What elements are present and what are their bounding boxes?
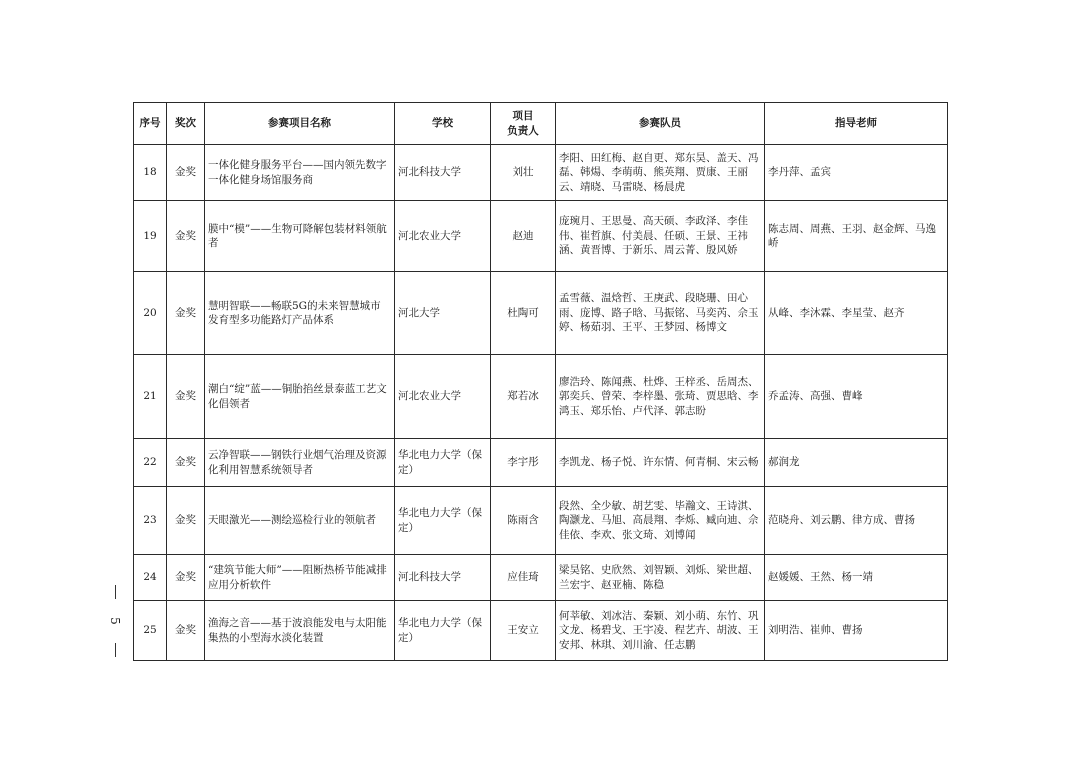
cell-school: 河北科技大学 xyxy=(395,145,491,201)
cell-charger: 李宇彤 xyxy=(491,439,556,487)
cell-charger: 刘壮 xyxy=(491,145,556,201)
cell-advisor: 从峰、李沐霖、李星莹、赵齐 xyxy=(765,272,948,355)
cell-team: 何莘敏、刘冰洁、秦颖、刘小萌、东竹、巩文龙、杨碧戈、王宇凌、程艺卉、胡波、王安邦、林琪、刘川渝、任志鹏 xyxy=(556,601,765,661)
page-number xyxy=(104,585,126,657)
cell-award: 金奖 xyxy=(167,487,205,555)
cell-school: 华北电力大学（保定） xyxy=(395,601,491,661)
cell-advisor: 刘明浩、崔帅、曹扬 xyxy=(765,601,948,661)
header-charger xyxy=(491,103,556,145)
table-row xyxy=(134,487,948,555)
cell-team: 庞琬月、王思曼、高天硕、李政泽、李佳伟、崔哲旗、付美晨、任硕、王景、王祎涵、黄晋博、于新乐、周云菁、殷风娇 xyxy=(556,201,765,272)
table-row xyxy=(134,601,948,661)
cell-project: 潮白“绽”蓝——铜胎掐丝景泰蓝工艺文化倡领者 xyxy=(205,355,395,439)
header-project: 参赛项目名称 xyxy=(205,103,395,145)
cell-charger: 陈雨含 xyxy=(491,487,556,555)
cell-seq: 20 xyxy=(134,272,167,355)
cell-charger: 应佳琦 xyxy=(491,555,556,601)
page-number-dash-top xyxy=(115,585,116,599)
cell-award: 金奖 xyxy=(167,201,205,272)
cell-seq: 19 xyxy=(134,201,167,272)
cell-school: 河北科技大学 xyxy=(395,555,491,601)
cell-team: 段然、全少敏、胡艺雯、毕瀚文、王诗淇、陶灏龙、马旭、高晨翔、李烁、臧向迪、佘佳依、李欢、张文琦、刘博闻 xyxy=(556,487,765,555)
header-school: 学校 xyxy=(395,103,491,145)
cell-advisor: 范晓舟、刘云鹏、律方成、曹扬 xyxy=(765,487,948,555)
cell-seq: 21 xyxy=(134,355,167,439)
cell-award: 金奖 xyxy=(167,439,205,487)
page-number-dash-bottom xyxy=(115,643,116,657)
header-award: 奖次 xyxy=(167,103,205,145)
cell-charger: 王安立 xyxy=(491,601,556,661)
table-row xyxy=(134,555,948,601)
cell-advisor: 陈志周、周燕、王羽、赵金辉、马逸峤 xyxy=(765,201,948,272)
header-team: 参赛队员 xyxy=(556,103,765,145)
cell-award: 金奖 xyxy=(167,145,205,201)
header-row xyxy=(134,103,948,145)
cell-advisor: 赵媛媛、王然、杨一靖 xyxy=(765,555,948,601)
cell-charger: 赵迪 xyxy=(491,201,556,272)
page-number-value: 5 xyxy=(107,617,122,625)
header-charger-line2: 负责人 xyxy=(507,124,539,137)
cell-charger: 郑若冰 xyxy=(491,355,556,439)
cell-school: 华北电力大学（保定） xyxy=(395,439,491,487)
cell-project: 天眼激光——测绘巡检行业的领航者 xyxy=(205,487,395,555)
cell-seq: 25 xyxy=(134,601,167,661)
cell-project: 一体化健身服务平台——国内领先数字一体化健身场馆服务商 xyxy=(205,145,395,201)
cell-advisor: 乔孟涛、高强、曹峰 xyxy=(765,355,948,439)
table-row xyxy=(134,145,948,201)
cell-project: 膜中“模”——生物可降解包装材料领航者 xyxy=(205,201,395,272)
awards-table xyxy=(133,102,948,661)
cell-school: 河北农业大学 xyxy=(395,355,491,439)
cell-team: 梁昊铭、史欣然、刘智颖、刘烁、梁世超、兰宏宇、赵亚楠、陈稳 xyxy=(556,555,765,601)
cell-seq: 24 xyxy=(134,555,167,601)
cell-team: 李凯龙、杨子悦、许东情、何青桐、宋云畅 xyxy=(556,439,765,487)
cell-seq: 18 xyxy=(134,145,167,201)
cell-team: 孟雪薇、温焓哲、王庚武、段晓珊、田心雨、庞博、路子晗、马振铭、马奕芮、佘玉婷、杨茹羽、王平、王梦园、杨博文 xyxy=(556,272,765,355)
table-row xyxy=(134,272,948,355)
cell-award: 金奖 xyxy=(167,272,205,355)
cell-charger: 杜陶可 xyxy=(491,272,556,355)
cell-award: 金奖 xyxy=(167,555,205,601)
cell-advisor: 李丹萍、孟宾 xyxy=(765,145,948,201)
cell-team: 李阳、田红梅、赵自更、郑东昊、盖天、冯磊、韩煬、李萌萌、熊英翔、贾康、王丽云、靖晓、马雷晓、杨晨虎 xyxy=(556,145,765,201)
cell-project: “建筑节能大师”——阻断热桥节能减排应用分析软件 xyxy=(205,555,395,601)
table-row xyxy=(134,201,948,272)
cell-award: 金奖 xyxy=(167,355,205,439)
table-row xyxy=(134,355,948,439)
cell-seq: 23 xyxy=(134,487,167,555)
header-advisor: 指导老师 xyxy=(765,103,948,145)
header-seq: 序号 xyxy=(134,103,167,145)
cell-project: 渔海之音——基于波浪能发电与太阳能集热的小型海水淡化装置 xyxy=(205,601,395,661)
cell-seq: 22 xyxy=(134,439,167,487)
header-charger-line1: 项目 xyxy=(512,110,534,122)
cell-project: 云净智联——钢铁行业烟气治理及资源化利用智慧系统领导者 xyxy=(205,439,395,487)
table-row xyxy=(134,439,948,487)
cell-school: 河北大学 xyxy=(395,272,491,355)
cell-project: 慧明智联——畅联5G的未来智慧城市发育型多功能路灯产品体系 xyxy=(205,272,395,355)
cell-school: 华北电力大学（保定） xyxy=(395,487,491,555)
cell-team: 廖浩玲、陈闻燕、杜烨、王梓丞、岳周杰、郭奕兵、曾荣、李梓墨、张琦、贾思晗、李鸿玉、郑乐怡、卢代泽、郭志盼 xyxy=(556,355,765,439)
cell-advisor: 郝润龙 xyxy=(765,439,948,487)
cell-school: 河北农业大学 xyxy=(395,201,491,272)
cell-award: 金奖 xyxy=(167,601,205,661)
